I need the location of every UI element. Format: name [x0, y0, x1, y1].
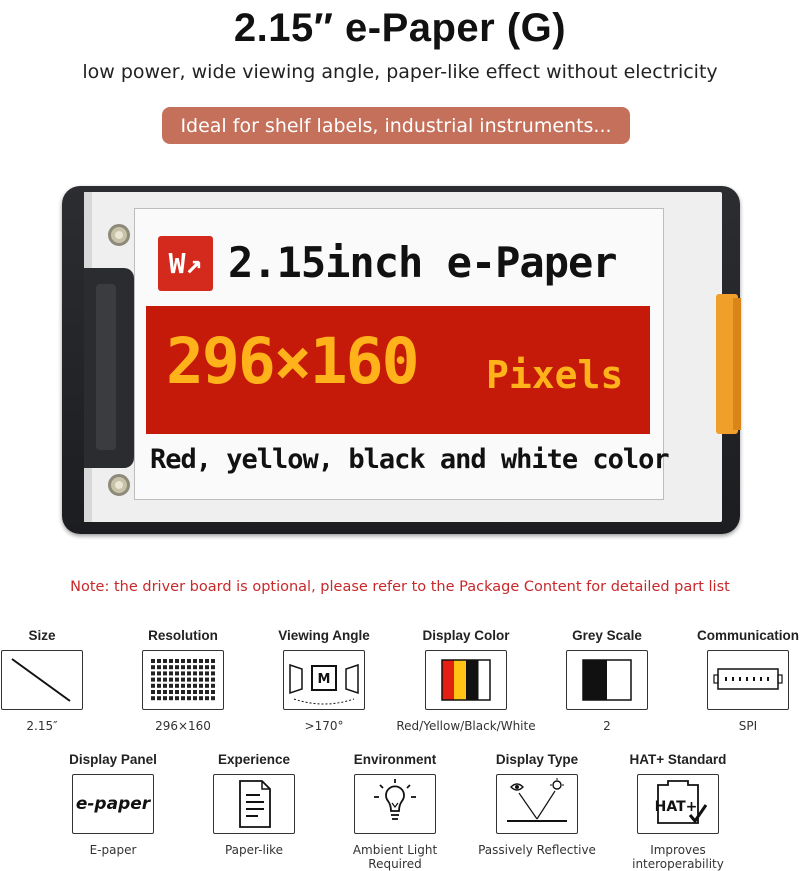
pixel-dot: [157, 659, 161, 663]
epaper-text-icon: [72, 774, 154, 834]
spec-communication: [678, 628, 800, 733]
spec-value: 2: [603, 719, 611, 733]
page-title: 2.15″ e-Paper (G): [233, 6, 567, 50]
pixel-dot: [181, 684, 185, 688]
page-subtitle: low power, wide viewing angle, paper-like effect without electricity: [82, 61, 718, 83]
pixel-dot: [181, 665, 185, 669]
light-bulb-icon: [354, 774, 436, 834]
pixel-dot: [205, 696, 209, 700]
pixel-dot: [157, 684, 161, 688]
spec-value: SPI: [738, 719, 758, 733]
pixel-dot: [169, 671, 173, 675]
pixel-dot: [211, 696, 215, 700]
grey-scale-icon: [566, 650, 648, 710]
spec-viewing-angle: [254, 628, 394, 733]
pixel-dot: [211, 684, 215, 688]
pixel-dot: [151, 659, 155, 663]
pixels-text: Pixels: [486, 353, 624, 397]
spec-title: Viewing Angle: [278, 628, 370, 643]
spec-resolution: [113, 628, 253, 733]
pixel-dot: [163, 665, 167, 669]
spec-title: Size: [28, 628, 56, 643]
spec-title: Environment: [353, 752, 437, 767]
spec-title: Experience: [217, 752, 291, 767]
pixel-dot: [157, 671, 161, 675]
pixel-dot: [199, 690, 203, 694]
spec-environment: [325, 752, 465, 871]
pixel-dot: [175, 665, 179, 669]
spec-title: Display Color: [422, 628, 510, 643]
pixel-dot: [169, 690, 173, 694]
pixel-grid-icon: [142, 650, 224, 710]
spec-value: Improves interoperability: [632, 843, 724, 871]
pixel-dot: [181, 671, 185, 675]
pixel-dot: [187, 678, 191, 682]
panel-heading: 2.15inch e-Paper: [228, 238, 617, 287]
pixel-dot: [151, 678, 155, 682]
spec-display-color: [396, 628, 536, 733]
spec-title: Display Type: [495, 752, 579, 767]
pixel-dot: [163, 690, 167, 694]
spec-size: [0, 628, 112, 733]
pixel-dot: [187, 690, 191, 694]
spec-value: >170°: [304, 719, 344, 733]
pixel-dot: [181, 696, 185, 700]
pixel-dot: [193, 684, 197, 688]
pixel-dot: [169, 659, 173, 663]
pixel-dot: [199, 665, 203, 669]
spec-title: Resolution: [148, 628, 218, 643]
pixel-dot: [193, 671, 197, 675]
pixel-dot: [205, 665, 209, 669]
pixel-dot: [151, 684, 155, 688]
document-icon: [213, 774, 295, 834]
pixel-dot: [199, 696, 203, 700]
reflective-icon: [496, 774, 578, 834]
fpc-cable-edge: [733, 298, 741, 430]
screw-icon: [108, 474, 130, 496]
pixel-dot: [211, 659, 215, 663]
screw-icon: [108, 224, 130, 246]
pixel-dot: [175, 659, 179, 663]
spec-display-panel: [43, 752, 183, 857]
waveshare-logo-icon: W↗: [158, 236, 213, 291]
pixel-dot: [199, 671, 203, 675]
panel-notch-inner: [96, 284, 116, 450]
pixel-dot: [199, 659, 203, 663]
spec-value: 296×160: [155, 719, 211, 733]
pixel-dot: [181, 678, 185, 682]
pixel-dot: [187, 684, 191, 688]
pixel-dot: [205, 684, 209, 688]
pixel-dot: [181, 659, 185, 663]
use-case-banner: Ideal for shelf labels, industrial instruments...: [162, 107, 630, 144]
pixel-dot: [151, 696, 155, 700]
pixel-dot: [205, 671, 209, 675]
pixel-dot: [169, 696, 173, 700]
pixel-dot: [175, 690, 179, 694]
pixel-dot: [169, 684, 173, 688]
pixel-dot: [163, 678, 167, 682]
pixel-dot: [157, 696, 161, 700]
pixel-dot: [193, 690, 197, 694]
pixel-dot: [187, 671, 191, 675]
pixel-dot: [175, 696, 179, 700]
pixel-dot: [199, 684, 203, 688]
pixel-dot: [169, 678, 173, 682]
hat-plus-label: HAT+: [654, 799, 698, 815]
pixel-dot: [187, 696, 191, 700]
pixel-dot: [187, 665, 191, 669]
spec-title: Grey Scale: [572, 628, 642, 643]
pixel-dot: [205, 659, 209, 663]
pixel-dot: [163, 684, 167, 688]
pixel-dot: [157, 665, 161, 669]
spec-title: HAT+ Standard: [629, 752, 727, 767]
color-bars-icon: [425, 650, 507, 710]
diagonal-line-icon: [1, 650, 83, 710]
pixel-dot: [175, 671, 179, 675]
pixel-dot: [211, 665, 215, 669]
pixel-dot: [181, 690, 185, 694]
pixel-dot: [175, 684, 179, 688]
resolution-text: 296×160: [166, 325, 418, 398]
epaper-icon-text: e-paper: [75, 794, 151, 814]
pixel-dot: [163, 696, 167, 700]
spec-value: E-paper: [89, 843, 137, 857]
pixel-dot: [193, 659, 197, 663]
pixel-dot: [211, 678, 215, 682]
pixel-dot: [157, 678, 161, 682]
viewing-angle-icon: [283, 650, 365, 710]
pixel-dot: [193, 678, 197, 682]
spec-value: Ambient Light Required: [352, 843, 438, 871]
pixel-dot: [205, 678, 209, 682]
pixel-dot: [199, 678, 203, 682]
hat-plus-icon: [637, 774, 719, 834]
pixel-dot: [193, 696, 197, 700]
pixel-dot: [151, 665, 155, 669]
pixel-dot: [175, 678, 179, 682]
spec-value: 2.15″: [26, 719, 58, 733]
spec-title: Communication: [696, 628, 799, 643]
pixel-dot: [193, 665, 197, 669]
pixel-dot: [163, 671, 167, 675]
spec-experience: [184, 752, 324, 857]
spec-grey-scale: [537, 628, 677, 733]
pixel-dot: [211, 690, 215, 694]
viewing-angle-label: M: [317, 672, 331, 687]
pixel-dot: [205, 690, 209, 694]
spi-connector-icon: [707, 650, 789, 710]
pixel-dot: [211, 671, 215, 675]
spec-hat-standard: [608, 752, 748, 871]
color-description: Red, yellow, black and white color: [150, 444, 669, 475]
pixel-dot: [169, 665, 173, 669]
pixel-dot: [157, 690, 161, 694]
spec-value: Paper-like: [224, 843, 284, 857]
pixel-dot: [151, 690, 155, 694]
spec-title: Display Panel: [69, 752, 157, 767]
pixel-dot: [187, 659, 191, 663]
spec-value: Red/Yellow/Black/White: [396, 719, 536, 733]
pixel-dot: [163, 659, 167, 663]
spec-display-type: [467, 752, 607, 857]
driver-board-note: Note: the driver board is optional, please refer to the Package Content for detailed part list: [70, 579, 730, 595]
spec-value: Passively Reflective: [478, 843, 596, 857]
pixel-dot: [151, 671, 155, 675]
